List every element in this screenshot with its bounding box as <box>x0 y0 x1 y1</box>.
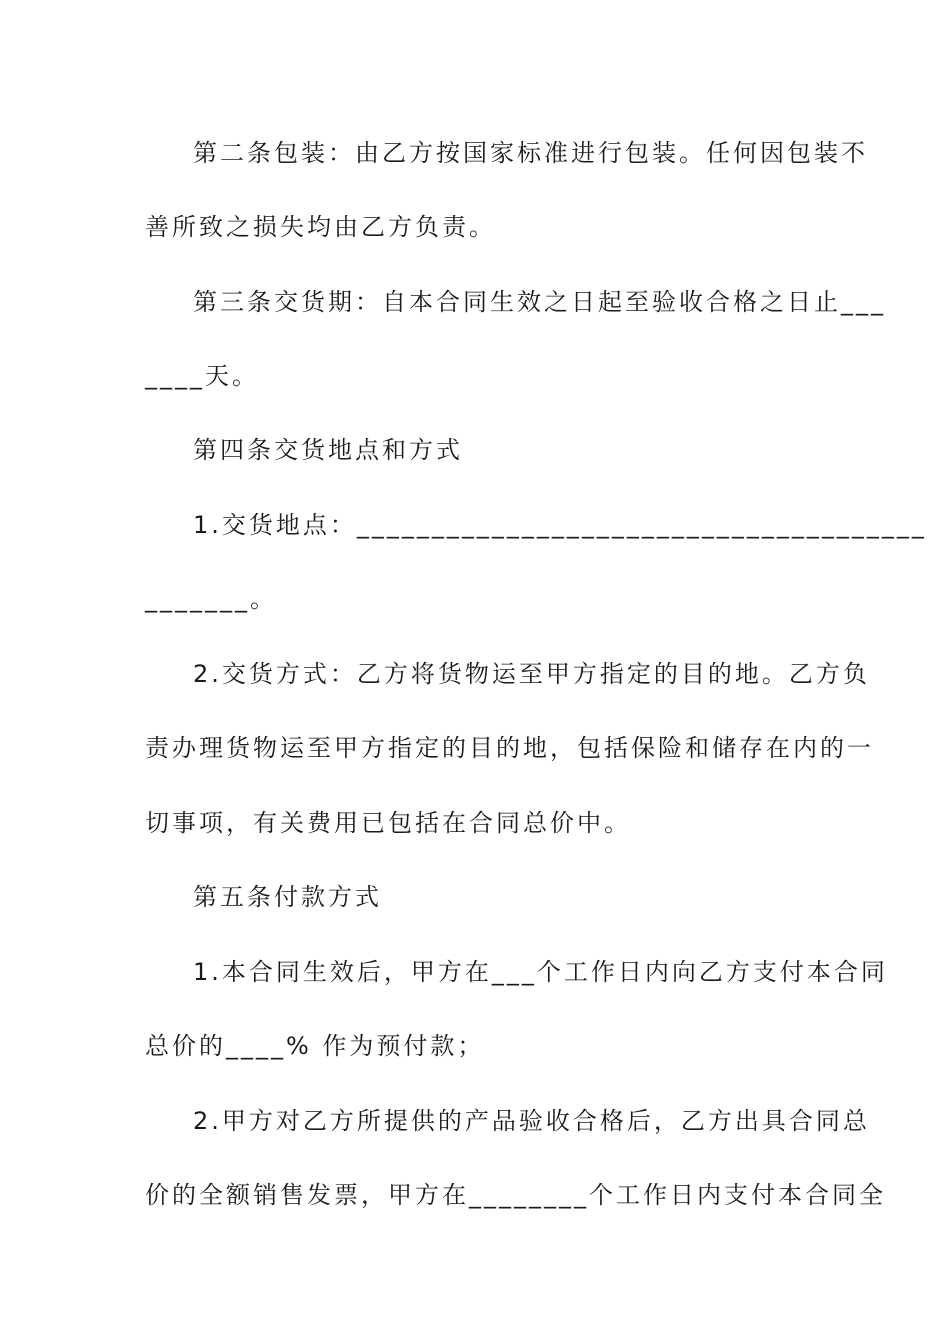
clause-5-heading: 第五条付款方式 <box>193 883 382 911</box>
clause-4-heading: 第四条交货地点和方式 <box>193 436 463 464</box>
clause-3-line-1: 第三条交货期：自本合同生效之日起至验收合格之日止___ <box>193 288 886 316</box>
clause-2-line-2: 善所致之损失均由乙方负责。 <box>145 213 496 241</box>
clause-5-item-1-line-1: 1.本合同生效后，甲方在___个工作日内向乙方支付本合同 <box>193 958 888 986</box>
clause-3-line-2: ____天。 <box>145 362 259 390</box>
clause-2-line-1: 第二条包装：由乙方按国家标准进行包装。任何因包装不 <box>193 139 868 167</box>
clause-5-item-1-line-2: 总价的____% 作为预付款； <box>145 1032 485 1060</box>
clause-5-item-2-line-2: 价的全额销售发票，甲方在________个工作日内支付本合同全 <box>145 1181 886 1209</box>
clause-4-item-1-line-2: _______。 <box>145 585 277 613</box>
clause-4-item-2-line-2: 责办理货物运至甲方指定的目的地，包括保险和储存在内的一 <box>145 734 874 762</box>
clause-4-item-2-line-1: 2.交货方式：乙方将货物运至甲方指定的目的地。乙方负 <box>193 660 870 688</box>
clause-5-item-2-line-1: 2.甲方对乙方所提供的产品验收合格后，乙方出具合同总 <box>193 1107 870 1135</box>
clause-4-item-2-line-3: 切事项，有关费用已包括在合同总价中。 <box>145 809 631 837</box>
clause-4-item-1-line-1: 1.交货地点：______________________________________ <box>193 511 927 539</box>
